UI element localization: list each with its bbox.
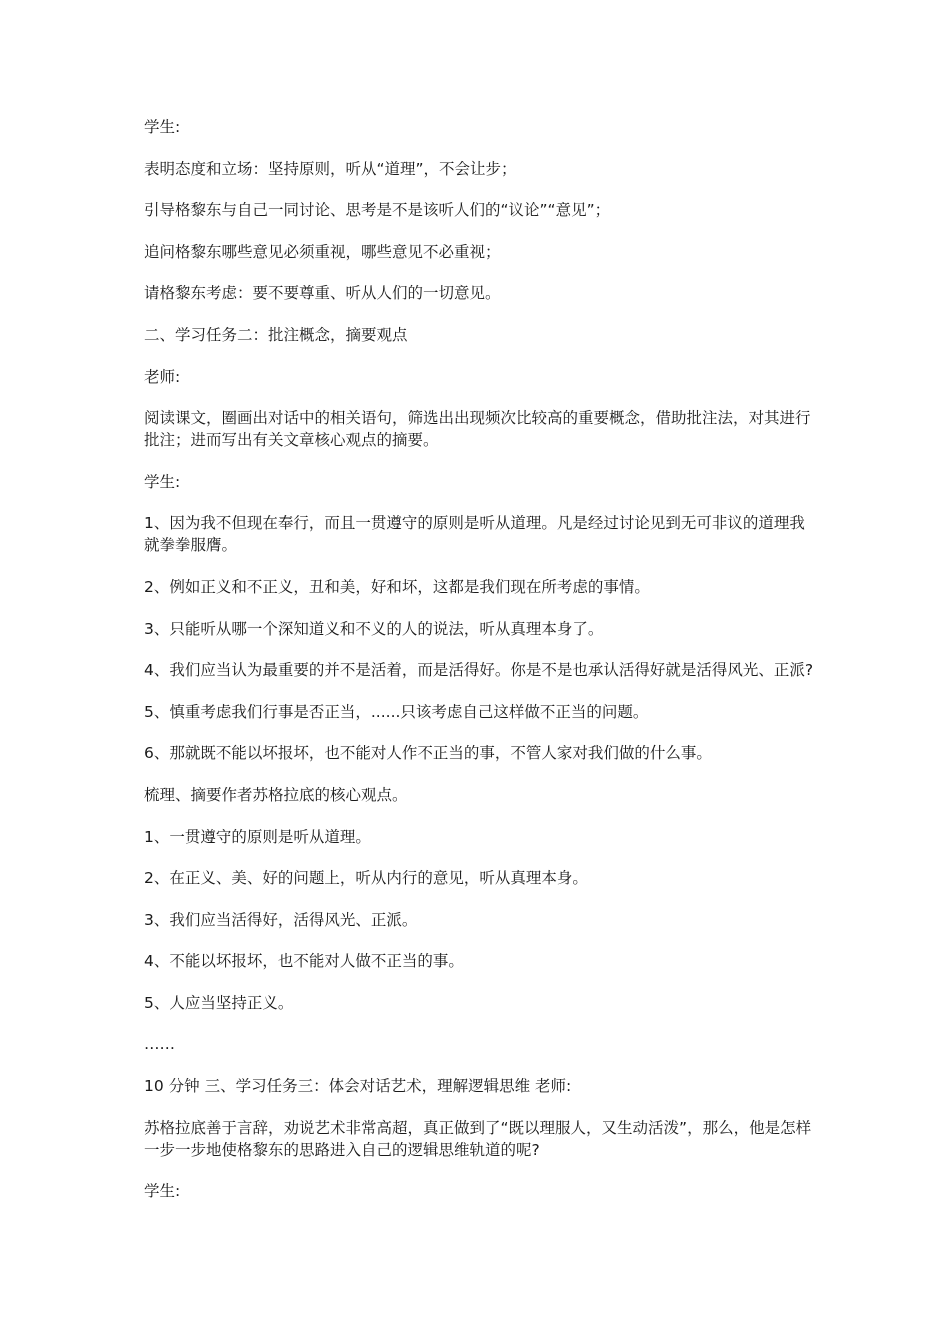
list-item: 1、因为我不但现在奉行，而且一贯遵守的原则是听从道理。凡是经过讨论见到无可非议的道理我就拳拳服膺。 — [144, 514, 805, 555]
list-item: 6、那就既不能以坏报坏，也不能对人作不正当的事，不管人家对我们做的什么事。 — [144, 744, 712, 763]
speaker-label-student: 学生: — [144, 1182, 181, 1201]
list-item: 1、一贯遵守的原则是听从道理。 — [144, 827, 371, 846]
list-item: 4、我们应当认为最重要的并不是活着，而是活得好。你是不是也承认活得好就是活得风光、正派? — [144, 661, 814, 680]
paragraph: 梳理、摘要作者苏格拉底的核心观点。 — [144, 785, 408, 804]
list-item: 3、只能听从哪一个深知道义和不义的人的说法，听从真理本身了。 — [144, 619, 604, 638]
list-item: 2、例如正义和不正义，丑和美，好和坏，这都是我们现在所考虑的事情。 — [144, 577, 650, 596]
ellipsis: …… — [144, 1035, 175, 1054]
paragraph: 引导格黎东与自己一同讨论、思考是不是该听人们的“议论”“意见”； — [144, 201, 611, 220]
speaker-label-student: 学生: — [144, 118, 181, 136]
list-item: 3、我们应当活得好，活得风光、正派。 — [144, 910, 418, 929]
paragraph: 追问格黎东哪些意见必须重视，哪些意见不必重视； — [144, 242, 501, 261]
section-heading: 10 分钟 三、学习任务三：体会对话艺术，理解逻辑思维 老师: — [144, 1077, 572, 1096]
list-item: 5、慎重考虑我们行事是否正当，......只该考虑自己这样做不正当的问题。 — [144, 702, 649, 721]
section-heading: 二、学习任务二：批注概念，摘要观点 — [144, 325, 408, 344]
paragraph: 请格黎东考虑：要不要尊重、听从人们的一切意见。 — [144, 284, 501, 303]
list-item: 2、在正义、美、好的问题上，听从内行的意见，听从真理本身。 — [144, 869, 588, 888]
document-page — [144, 116, 814, 1222]
list-item: 5、人应当坚持正义。 — [144, 993, 294, 1012]
paragraph: 表明态度和立场：坚持原则，听从“道理”，不会让步； — [144, 159, 517, 178]
speaker-label-teacher: 老师: — [144, 367, 181, 386]
list-item: 4、不能以坏报坏，也不能对人做不正当的事。 — [144, 952, 464, 971]
speaker-label-student: 学生: — [144, 472, 181, 491]
paragraph: 苏格拉底善于言辞，劝说艺术非常高超，真正做到了“既以理服人，又生动活泼”，那么，他是怎样一步一步地使格黎东的思路进入自己的逻辑思维轨道的呢? — [144, 1118, 812, 1159]
paragraph: 阅读课文，圈画出对话中的相关语句，筛选出出现频次比较高的重要概念，借助批注法，对其进行批注；进而写出有关文章核心观点的摘要。 — [144, 409, 811, 450]
